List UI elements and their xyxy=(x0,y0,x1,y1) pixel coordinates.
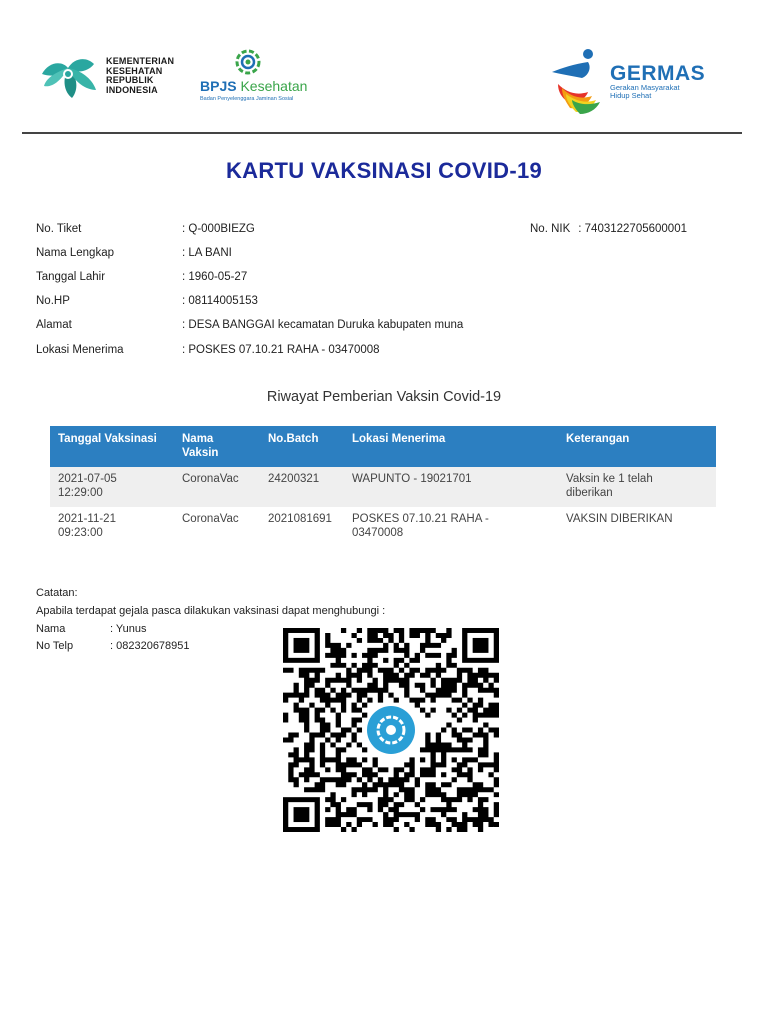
contact-name-value: : Yunus xyxy=(110,623,147,635)
info-value: : POSKES 07.10.21 RAHA - 03470008 xyxy=(182,344,380,356)
header-divider xyxy=(22,132,742,134)
qr-code xyxy=(283,628,499,832)
germas-tagline xyxy=(610,84,680,100)
germas-logo xyxy=(548,42,718,114)
nik-label: No. NIK xyxy=(530,223,571,235)
contact-phone-value: : 082320678951 xyxy=(110,640,190,652)
notes-text: Apabila terdapat gejala pasca dilakukan vaksinasi dapat menghubungi : xyxy=(36,605,386,617)
table-cell: 24200321 xyxy=(268,473,320,485)
info-value: : LA BANI xyxy=(182,247,232,259)
table-header xyxy=(50,426,716,467)
info-value: : Q-000BIEZG xyxy=(182,223,255,235)
qr-finder-bottom-left xyxy=(283,797,320,832)
qr-finder-top-right xyxy=(462,628,499,663)
germas-tagline-line-1: Gerakan Masyarakat xyxy=(610,83,680,92)
contact-phone-label: No Telp xyxy=(36,640,74,652)
info-label: No.HP xyxy=(36,295,70,307)
table-cell: 2021-11-21 09:23:00 xyxy=(58,513,116,539)
table-cell: Vaksin ke 1 telah diberikan xyxy=(566,473,653,499)
info-value: : DESA BANGGAI kecamatan Duruka kabupaten muna xyxy=(182,319,464,331)
info-label: Alamat xyxy=(36,319,72,331)
qr-finder-top-left xyxy=(283,628,320,663)
kemenkes-line-2: KESEHATAN xyxy=(106,65,163,76)
info-value: : 08114005153 xyxy=(182,295,258,307)
kemenkes-name xyxy=(106,57,174,95)
kemenkes-emblem-icon xyxy=(38,52,100,102)
table-cell: CoronaVac xyxy=(182,513,239,525)
bpjs-emblem-icon xyxy=(198,48,318,78)
bpjs-wordmark-part1: BPJS xyxy=(200,78,237,94)
nik-field xyxy=(530,223,687,235)
table-row xyxy=(50,467,716,507)
info-value: : 1960-05-27 xyxy=(182,271,248,283)
germas-emblem-icon xyxy=(548,42,610,114)
nik-value: : 7403122705600001 xyxy=(578,223,687,235)
table-cell: 2021081691 xyxy=(268,513,332,525)
column-header: Keterangan xyxy=(566,433,630,445)
table-cell: VAKSIN DIBERIKAN xyxy=(566,513,673,525)
table-cell: 2021-07-05 12:29:00 xyxy=(58,473,117,499)
germas-wordmark: GERMAS xyxy=(610,62,706,85)
bpjs-tagline: Badan Penyelenggara Jaminan Sosial xyxy=(200,96,294,102)
table-cell: WAPUNTO - 19021701 xyxy=(352,473,472,485)
info-label: Lokasi Menerima xyxy=(36,344,124,356)
info-label: No. Tiket xyxy=(36,223,82,235)
table-cell: POSKES 07.10.21 RAHA - 03470008 xyxy=(352,513,489,539)
kemenkes-line-4: INDONESIA xyxy=(106,84,158,95)
history-title: Riwayat Pemberian Vaksin Covid-19 xyxy=(266,389,502,405)
germas-tagline-line-2: Hidup Sehat xyxy=(610,91,652,100)
bpjs-wordmark-part2: Kesehatan xyxy=(240,78,308,94)
info-label: Tanggal Lahir xyxy=(36,271,106,283)
column-header: Tanggal Vaksinasi xyxy=(58,433,157,445)
qr-center-logo-icon xyxy=(367,706,415,754)
info-label: Nama Lengkap xyxy=(36,247,114,259)
table-cell: CoronaVac xyxy=(182,473,239,485)
bpjs-logo xyxy=(198,48,318,106)
notes-label: Catatan: xyxy=(36,587,78,599)
column-header: Nama Vaksin xyxy=(182,433,219,459)
kemenkes-line-3: REPUBLIK xyxy=(106,75,154,85)
table-row xyxy=(50,507,716,547)
bpjs-wordmark xyxy=(200,78,307,94)
kemenkes-logo xyxy=(38,52,188,102)
kemenkes-line-1: KEMENTERIAN xyxy=(106,56,175,66)
contact-name-label: Nama xyxy=(36,623,66,635)
card-title: KARTU VAKSINASI COVID-19 xyxy=(225,158,543,183)
column-header: No.Batch xyxy=(268,433,319,445)
column-header: Lokasi Menerima xyxy=(352,433,446,445)
